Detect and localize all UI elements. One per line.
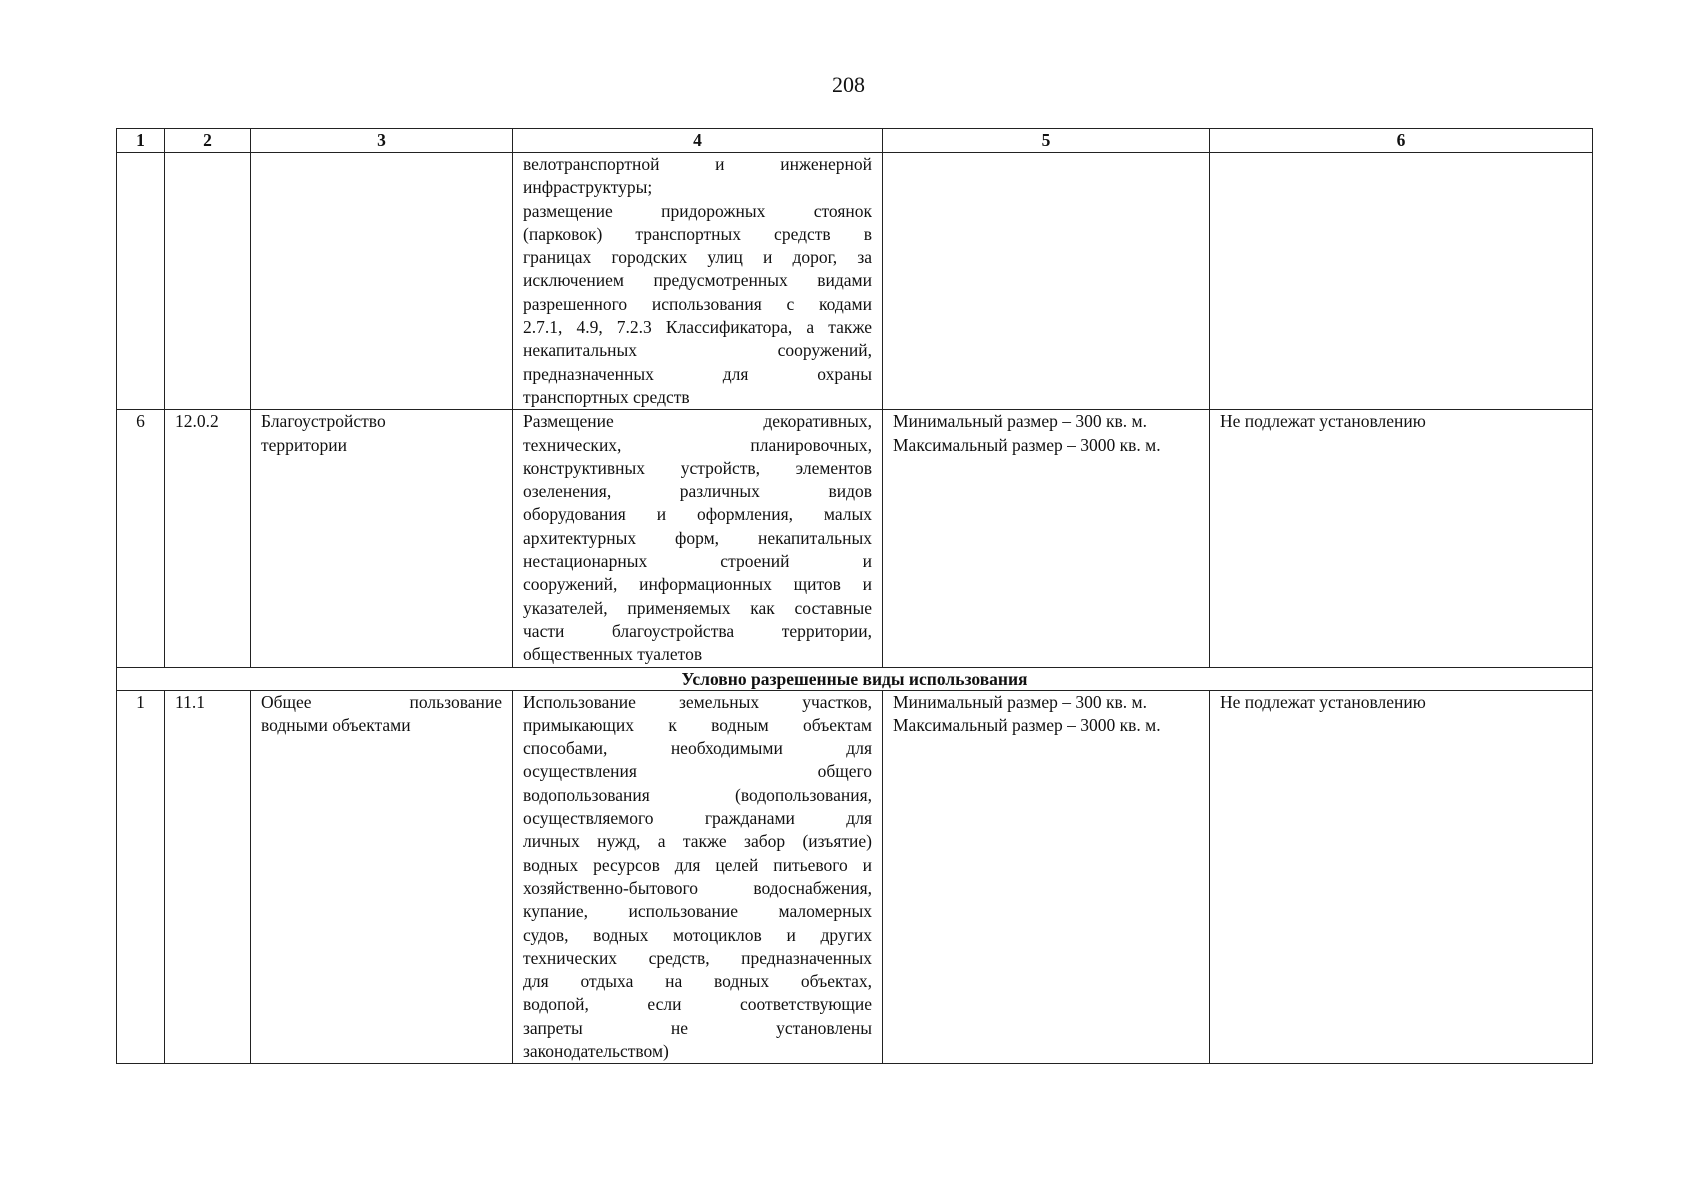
text-line: некапитальных сооружений, bbox=[523, 340, 872, 361]
text-line: водных ресурсов для целей питьевого и bbox=[523, 854, 872, 875]
text-line: Общее пользование bbox=[261, 691, 502, 712]
row-number: 1 bbox=[117, 690, 165, 1064]
section-title: Условно разрешенные виды использования bbox=[117, 667, 1593, 690]
row-description bbox=[513, 410, 883, 667]
text-line: хозяйственно-бытового водоснабжения, bbox=[523, 877, 872, 898]
row-code bbox=[165, 153, 251, 410]
header-col-4: 4 bbox=[513, 129, 883, 153]
text-line: законодательством) bbox=[523, 1040, 669, 1061]
text-line: судов, водных мотоциклов и других bbox=[523, 924, 872, 945]
row-restrictions: Не подлежат установлению bbox=[1210, 690, 1593, 1064]
text-line: Минимальный размер – 300 кв. м. bbox=[893, 411, 1147, 432]
text-line: водными объектами bbox=[261, 714, 411, 735]
row-name bbox=[251, 410, 513, 667]
text-line: общественных туалетов bbox=[523, 644, 703, 665]
row-restrictions: Не подлежат установлению bbox=[1210, 410, 1593, 667]
text-line: велотранспортной и инженерной bbox=[523, 154, 872, 174]
text-line: территории bbox=[261, 434, 347, 455]
text-line: осуществления общего bbox=[523, 761, 872, 782]
row-params bbox=[883, 153, 1210, 410]
text-line: предназначенных для охраны bbox=[523, 363, 872, 384]
text-line: Размещение декоративных, bbox=[523, 411, 872, 432]
table-row bbox=[117, 410, 1593, 667]
row-params bbox=[883, 410, 1210, 667]
text-line: конструктивных устройств, элементов bbox=[523, 457, 872, 478]
table-row bbox=[117, 153, 1593, 410]
row-number bbox=[117, 153, 165, 410]
row-params bbox=[883, 690, 1210, 1064]
header-col-6: 6 bbox=[1210, 129, 1593, 153]
row-code: 11.1 bbox=[165, 690, 251, 1064]
row-name bbox=[251, 690, 513, 1064]
section-heading-row bbox=[117, 667, 1593, 690]
text-line: нестационарных строений и bbox=[523, 551, 872, 572]
row-code: 12.0.2 bbox=[165, 410, 251, 667]
text-line: купание, использование маломерных bbox=[523, 901, 872, 922]
row-description bbox=[513, 690, 883, 1064]
row-restrictions bbox=[1210, 153, 1593, 410]
text-line: озеленения, различных видов bbox=[523, 481, 872, 502]
text-line: водопой, если соответствующие bbox=[523, 994, 872, 1015]
text-line: размещение придорожных стоянок bbox=[523, 200, 872, 221]
text-line: Максимальный размер – 3000 кв. м. bbox=[893, 434, 1161, 455]
text-line: части благоустройства территории, bbox=[523, 620, 872, 641]
text-line: (парковок) транспортных средств в bbox=[523, 223, 872, 244]
row-number: 6 bbox=[117, 410, 165, 667]
text-line: исключением предусмотренных видами bbox=[523, 270, 872, 291]
table-row bbox=[117, 690, 1593, 1064]
text-line: Использование земельных участков, bbox=[523, 691, 872, 712]
text-line: примыкающих к водным объектам bbox=[523, 714, 872, 735]
text-line: Благоустройство bbox=[261, 411, 386, 432]
text-line: технических, планировочных, bbox=[523, 434, 872, 455]
text-line: Максимальный размер – 3000 кв. м. bbox=[893, 714, 1161, 735]
text-line: границах городских улиц и дорог, за bbox=[523, 247, 872, 268]
text-line: инфраструктуры; bbox=[523, 177, 653, 198]
text-line: водопользования (водопользования, bbox=[523, 784, 872, 805]
text-line: запреты не установлены bbox=[523, 1017, 872, 1038]
land-use-table bbox=[116, 128, 1593, 1064]
text-line: Минимальный размер – 300 кв. м. bbox=[893, 691, 1147, 712]
text-line: технических средств, предназначенных bbox=[523, 947, 872, 968]
text-line: осуществляемого гражданами для bbox=[523, 808, 872, 829]
page-number: 208 bbox=[832, 72, 865, 97]
text-line: указателей, применяемых как составные bbox=[523, 597, 872, 618]
text-line: транспортных средств bbox=[523, 386, 690, 407]
text-line: способами, необходимыми для bbox=[523, 738, 872, 759]
text-line: 2.7.1, 4.9, 7.2.3 Классификатора, а также bbox=[523, 317, 872, 338]
text-line: личных нужд, а также забор (изъятие) bbox=[523, 831, 872, 852]
row-name bbox=[251, 153, 513, 410]
header-col-2: 2 bbox=[165, 129, 251, 153]
text-line: сооружений, информационных щитов и bbox=[523, 574, 872, 595]
header-col-1: 1 bbox=[117, 129, 165, 153]
text-line: для отдыха на водных объектах, bbox=[523, 971, 872, 992]
text-line: архитектурных форм, некапитальных bbox=[523, 527, 872, 548]
text-line: оборудования и оформления, малых bbox=[523, 504, 872, 525]
header-col-3: 3 bbox=[251, 129, 513, 153]
header-row bbox=[117, 129, 1593, 153]
text-line: разрешенного использования с кодами bbox=[523, 293, 872, 314]
row-description bbox=[513, 153, 883, 410]
header-col-5: 5 bbox=[883, 129, 1210, 153]
